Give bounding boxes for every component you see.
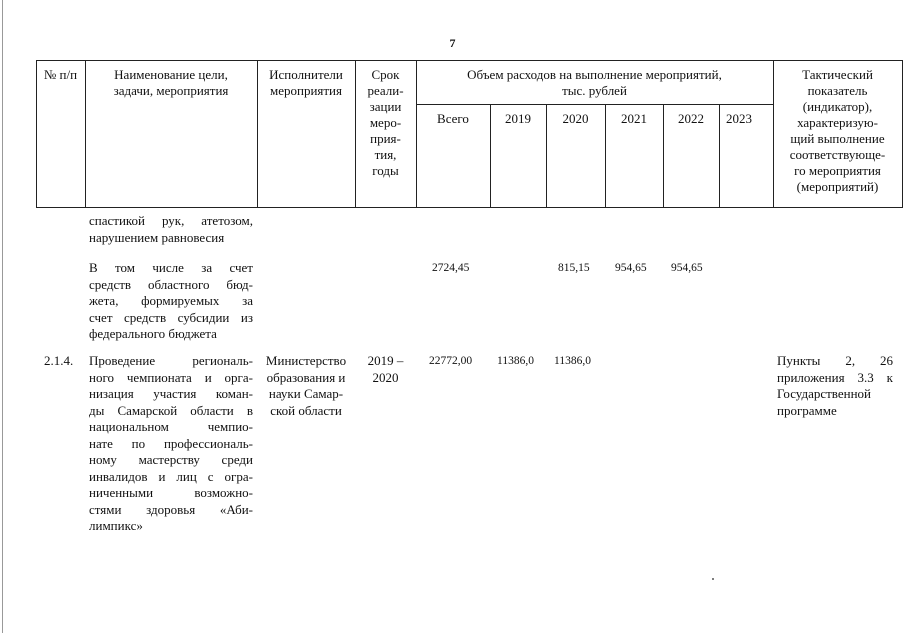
item-term: 2019 – 2020 <box>367 353 404 385</box>
item-total: 22772,00 <box>429 355 473 367</box>
item-2020: 11386,0 <box>554 355 591 367</box>
subrow-2020: 815,15 <box>558 262 590 274</box>
subrow-2021: 954,65 <box>615 262 647 274</box>
item-number: 2.1.4. <box>44 353 74 368</box>
item-indicator: Пункты 2, 26 приложения 3.3 к Государственной программе <box>777 353 893 418</box>
subrow-2022: 954,65 <box>671 262 703 274</box>
scan-edge-line <box>2 0 3 633</box>
header-year-2023: 2023 <box>726 111 752 126</box>
item-2019: 11386,0 <box>497 355 534 367</box>
scan-speck <box>712 578 714 580</box>
header-year-2019: 2019 <box>505 111 531 126</box>
header-volume: Объем расходов на выполнение мероприятий, тыс. рублей <box>467 67 722 98</box>
header-indicator: Тактический показатель (индикатор), характеризую- щий выполнение соответствующе- го мероприятия (мероприятий) <box>789 67 886 194</box>
header-total: Всего <box>437 111 469 126</box>
item-name: Проведение региональ- ного чемпионата и орга- низация участия коман- ды Самарской области в национальном чемпио- нате по профессиональ- ному мастерству среди инвалидов и лиц с огра- ниченными возможно- стями здоровья «Аби- лимпикс» <box>89 353 253 533</box>
page-number: 7 <box>449 36 456 50</box>
header-num: № п/п <box>43 67 78 82</box>
header-year-2020: 2020 <box>562 111 589 126</box>
header-year-2022: 2022 <box>678 111 704 126</box>
header-year-2021: 2021 <box>621 111 647 126</box>
header-term: Срок реали- зации меро- прия- тия, годы <box>367 67 404 178</box>
header-name: Наименование цели, задачи, мероприятия <box>113 67 229 98</box>
header-executors: Исполнители мероприятия <box>269 67 343 98</box>
item-executors: Министерство образования и науки Самар- ской области <box>265 353 347 418</box>
continued-name-text: спастикой рук, атетозом, нарушением равновесия <box>89 213 253 245</box>
subrow-name: В том числе за счет средств областного бюд- жета, формируемых за счет средств субсидии из федерального бюджета <box>89 260 253 341</box>
subrow-total: 2724,45 <box>432 262 470 274</box>
